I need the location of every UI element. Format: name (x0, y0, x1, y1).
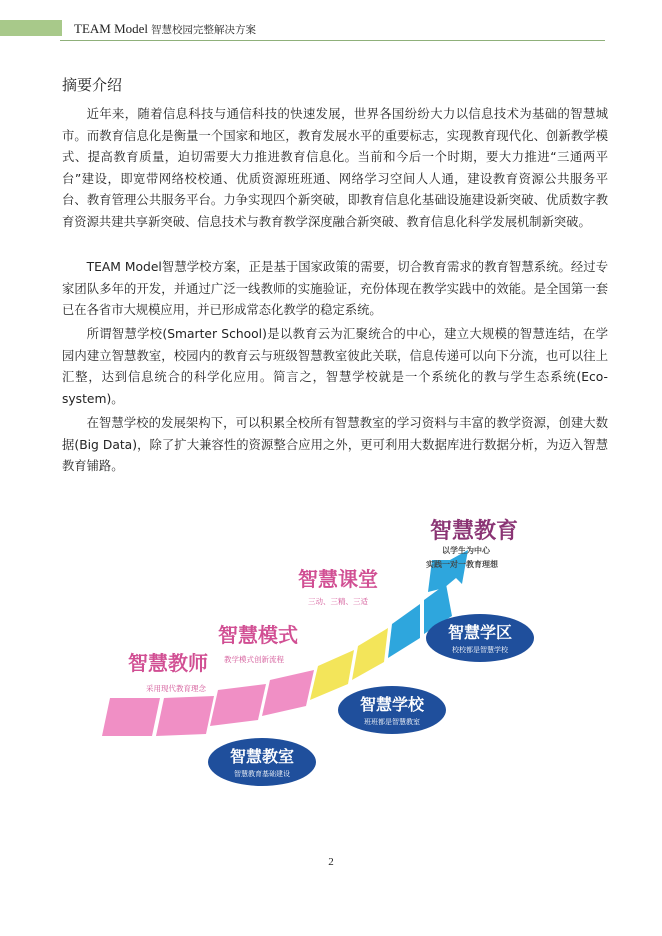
step-sub-teacher: 采用现代教育理念 (146, 684, 206, 693)
page-number: 2 (328, 856, 334, 868)
paragraph-4 (62, 413, 608, 478)
paragraph-3 (62, 324, 608, 410)
smart-education-diagram (90, 500, 570, 800)
paragraph-text: 在智慧学校的发展架构下，可以积累全校所有智慧教室的学习资料与丰富的教学资源，创建大数据(Big Data)，除了扩大兼容性的资源整合应用之外，更可利用大数据库进行数据分析，为迈入智慧教育铺路。 (62, 416, 608, 474)
step-blue-1 (388, 604, 420, 658)
paragraph-text: 所谓智慧学校(Smarter School)是以教育云为汇聚统合的中心，建立大规模的智慧连结，在学园内建立智慧教室，校园内的教育云与班级智慧教室彼此关联，信息传递可以向下分流，也可以往上汇整，达到信息统合的科学化应用。简言之，智慧学校就是一个系统化的教与学生态系统(Eco-system)。 (62, 327, 608, 406)
header-accent-bar (0, 20, 62, 36)
oval-label-district: 智慧学区 (447, 623, 513, 642)
header-title-en: TEAM Model (74, 21, 149, 36)
step-arrow (428, 550, 468, 592)
oval-sub-district: 校校都是智慧学校 (452, 646, 508, 654)
paragraph-1 (62, 104, 608, 234)
header-title (74, 21, 256, 37)
step-label-education: 智慧教育 (430, 519, 519, 544)
step-yellow-2 (352, 628, 388, 680)
step-label-teacher: 智慧教师 (128, 651, 208, 675)
step-label-mode: 智慧模式 (218, 623, 298, 647)
step-sub-classroom: 三动、三精、三适 (308, 597, 368, 606)
step-sub-education-2: 实践一对一教育理想 (426, 560, 498, 569)
oval-label-classroom: 智慧教室 (229, 747, 295, 766)
step-pink-2 (156, 696, 214, 736)
step-sub-mode: 教学模式创新流程 (224, 655, 284, 664)
oval-sub-classroom: 智慧教育基础建设 (234, 770, 290, 778)
paragraph-text: TEAM Model智慧学校方案，正是基于国家政策的需要，切合教育需求的教育智慧系统。经过专家团队多年的开发，并通过广泛一线教师的实施验证，充份体现在教学实践中的效能。是全国第一套已在各省市大规模应用，并已形成常态化教学的稳定系统。 (62, 260, 608, 318)
section-title: 摘要介绍 (62, 76, 123, 94)
paragraph-text: 近年来，随着信息科技与通信科技的快速发展，世界各国纷纷大力以信息技术为基础的智慧城市。而教育信息化是衡量一个国家和地区，教育发展水平的重要标志，实现教育现代化、创新教学模式、提高教育质量，迫切需要大力推进教育信息化。当前和今后一个时期，要大力推进“三通两平台”建设，即宽带网络校校通、优质资源班班通、网络学习空间人人通，建设教育资源公共服务平台、教育管理公共服务平台。力争实现四个新突破，即教育信息化基础设施建设新突破、优质数字教育资源共建共享新突破、信息技术与教育教学深度融合新突破、教育信息化科学发展机制新突破。 (62, 107, 608, 229)
step-pink-1 (102, 698, 160, 736)
oval-sub-school: 班班都是智慧教室 (364, 718, 420, 726)
step-yellow-1 (310, 650, 354, 700)
oval-label-school: 智慧学校 (359, 695, 425, 714)
header-divider (60, 40, 605, 41)
step-pink-4 (262, 670, 314, 716)
paragraph-2 (62, 257, 608, 322)
step-label-classroom: 智慧课堂 (298, 567, 378, 591)
step-sub-education-1: 以学生为中心 (442, 546, 490, 555)
header-title-cn: 智慧校园完整解决方案 (151, 24, 257, 36)
step-pink-3 (210, 684, 266, 726)
